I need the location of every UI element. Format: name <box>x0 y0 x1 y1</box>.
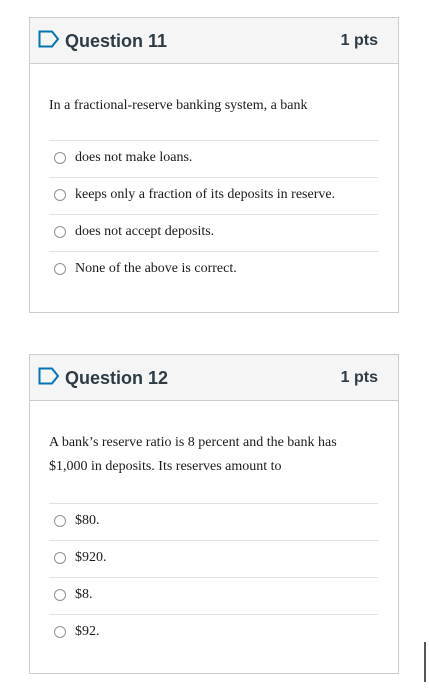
answer-option[interactable] <box>49 614 378 651</box>
answer-option[interactable] <box>49 177 378 214</box>
scrollbar[interactable] <box>424 642 426 682</box>
answer-label: does not make loans. <box>75 150 193 165</box>
answer-label: $920. <box>75 550 107 565</box>
question-12 <box>29 354 399 674</box>
answer-option[interactable] <box>49 251 378 288</box>
radio-unchecked-icon[interactable] <box>54 263 66 275</box>
answer-list <box>49 503 378 651</box>
answer-label: $92. <box>75 624 100 639</box>
radio-unchecked-icon[interactable] <box>54 515 66 527</box>
question-points: 1 pts <box>340 369 378 386</box>
radio-unchecked-icon[interactable] <box>54 589 66 601</box>
question-points: 1 pts <box>340 32 378 49</box>
question-text: In a fractional-reserve banking system, a bank <box>49 98 308 113</box>
question-text <box>49 431 378 479</box>
answer-label: $80. <box>75 513 100 528</box>
answer-option[interactable] <box>49 503 378 540</box>
answer-label: does not accept deposits. <box>75 224 215 239</box>
answer-list <box>49 140 378 288</box>
radio-unchecked-icon[interactable] <box>54 626 66 638</box>
answer-option[interactable] <box>49 140 378 177</box>
question-header <box>30 355 398 401</box>
answer-label: None of the above is correct. <box>75 261 237 276</box>
question-text-line: A bank’s reserve ratio is 8 percent and the bank has <box>49 435 337 450</box>
question-title: Question 12 <box>65 368 169 388</box>
bookmark-flag-icon[interactable] <box>38 30 60 48</box>
bookmark-flag-icon[interactable] <box>38 367 60 385</box>
question-text-line: $1,000 in deposits. Its reserves amount to <box>49 459 282 474</box>
radio-unchecked-icon[interactable] <box>54 152 66 164</box>
question-11 <box>29 17 399 313</box>
answer-option[interactable] <box>49 577 378 614</box>
question-header <box>30 18 398 64</box>
answer-label: $8. <box>75 587 93 602</box>
radio-unchecked-icon[interactable] <box>54 552 66 564</box>
radio-unchecked-icon[interactable] <box>54 189 66 201</box>
answer-option[interactable] <box>49 214 378 251</box>
radio-unchecked-icon[interactable] <box>54 226 66 238</box>
answer-option[interactable] <box>49 540 378 577</box>
answer-label: keeps only a fraction of its deposits in reserve. <box>75 187 336 202</box>
question-title: Question 11 <box>65 31 168 51</box>
